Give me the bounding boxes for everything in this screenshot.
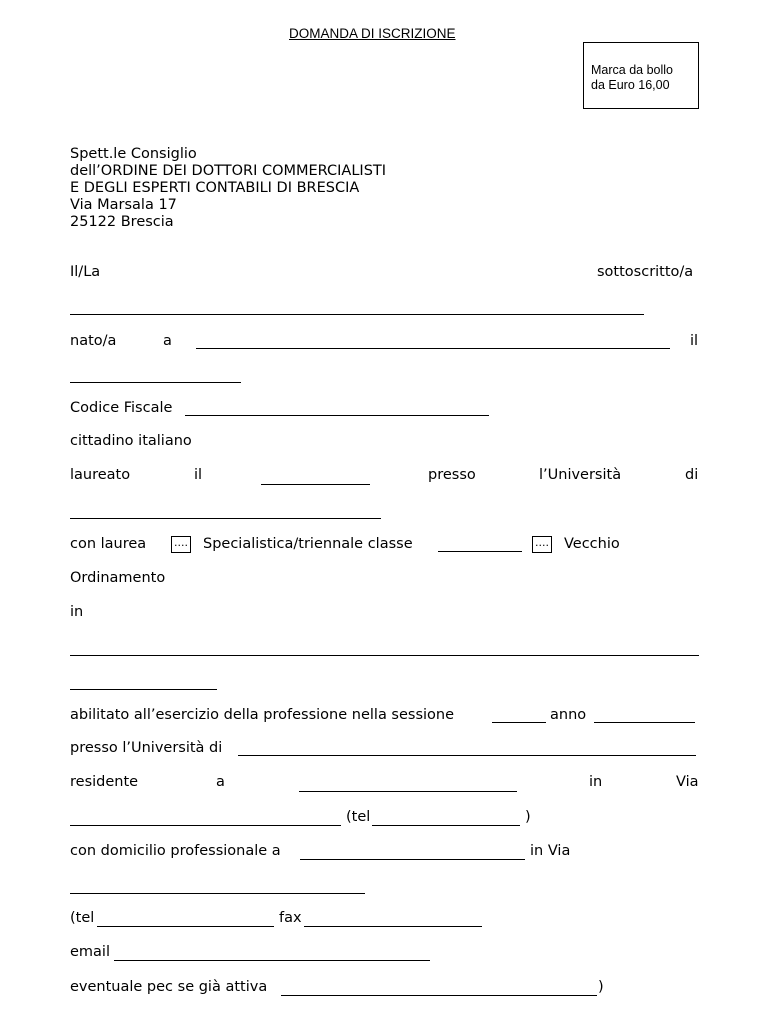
- tel-field-line[interactable]: [372, 825, 520, 826]
- nato-a-label: a: [163, 333, 172, 349]
- fax-label: fax: [279, 910, 302, 926]
- universita-field-line[interactable]: [70, 518, 381, 519]
- il-la-label: Il/La: [70, 264, 101, 280]
- codice-fiscale-field-line[interactable]: [185, 415, 489, 416]
- stamp-box: [583, 42, 699, 109]
- recipient-address: [70, 146, 386, 231]
- laureato-label: laureato: [70, 467, 131, 483]
- vecchio-label: Vecchio: [564, 536, 620, 552]
- residente-in-label: in: [589, 774, 603, 790]
- con-laurea-label: con laurea: [70, 536, 147, 552]
- residenza-via-field-line[interactable]: [70, 825, 341, 826]
- laurea-subject-field-line[interactable]: [70, 655, 699, 656]
- abilitato-label: abilitato all’esercizio della professione nella sessione: [70, 707, 455, 723]
- in-via-label: in Via: [530, 843, 571, 859]
- domicilio-label: con domicilio professionale a: [70, 843, 281, 859]
- cittadino-label: cittadino italiano: [70, 433, 192, 449]
- recipient-line-4: Via Marsala 17: [70, 197, 177, 213]
- pec-field-line[interactable]: [281, 995, 597, 996]
- pec-label: eventuale pec se già attiva: [70, 979, 268, 995]
- anno-field-line[interactable]: [594, 722, 695, 723]
- ordinamento-label: Ordinamento: [70, 570, 166, 586]
- universita-label: l’Università: [539, 467, 622, 483]
- tel2-label: (tel: [70, 910, 95, 926]
- presso-universita-label: presso l’Università di: [70, 740, 223, 756]
- laurea-date-field-line[interactable]: [261, 484, 370, 485]
- tel-open-label: (tel: [346, 809, 371, 825]
- recipient-line-1: Spett.le Consiglio: [70, 146, 197, 162]
- stamp-line-1: Marca da bollo: [591, 63, 673, 77]
- checkbox-specialistica[interactable]: ....: [171, 536, 191, 553]
- fax-field-line[interactable]: [304, 926, 482, 927]
- anno-label: anno: [550, 707, 587, 723]
- tel2-field-line[interactable]: [97, 926, 274, 927]
- recipient-line-2: dell’ORDINE DEI DOTTORI COMMERCIALISTI: [70, 163, 387, 179]
- birthdate-field-line[interactable]: [70, 382, 241, 383]
- sessione-field-line[interactable]: [492, 722, 546, 723]
- residenza-city-field-line[interactable]: [299, 791, 517, 792]
- page-title: DOMANDA DI ISCRIZIONE: [289, 26, 456, 41]
- codice-fiscale-label: Codice Fiscale: [70, 400, 173, 416]
- via-label: Via: [676, 774, 699, 790]
- tel-close-label: ): [525, 809, 531, 825]
- sottoscritto-label: sottoscritto/a: [597, 264, 694, 280]
- laureato-il-label: il: [194, 467, 203, 483]
- abilitazione-universita-field-line[interactable]: [238, 755, 696, 756]
- classe-field-line[interactable]: [438, 551, 522, 552]
- nato-label: nato/a: [70, 333, 117, 349]
- checkbox-vecchio[interactable]: ....: [532, 536, 552, 553]
- specialistica-label: Specialistica/triennale classe: [203, 536, 413, 552]
- di-label: di: [685, 467, 699, 483]
- il-label: il: [690, 333, 699, 349]
- birthplace-field-line[interactable]: [196, 348, 670, 349]
- presso-label: presso: [428, 467, 476, 483]
- domicilio-via-field-line[interactable]: [70, 893, 365, 894]
- email-field-line[interactable]: [114, 960, 430, 961]
- residente-label: residente: [70, 774, 139, 790]
- email-label: email: [70, 944, 110, 960]
- in-label: in: [70, 604, 84, 620]
- laurea-subject-field-line-2[interactable]: [70, 689, 217, 690]
- domicilio-city-field-line[interactable]: [300, 859, 525, 860]
- recipient-line-5: 25122 Brescia: [70, 214, 174, 230]
- stamp-line-2: da Euro 16,00: [591, 78, 670, 92]
- recipient-line-3: E DEGLI ESPERTI CONTABILI DI BRESCIA: [70, 180, 360, 196]
- residente-a-label: a: [216, 774, 225, 790]
- pec-close-label: ): [598, 979, 604, 995]
- name-field-line[interactable]: [70, 314, 644, 315]
